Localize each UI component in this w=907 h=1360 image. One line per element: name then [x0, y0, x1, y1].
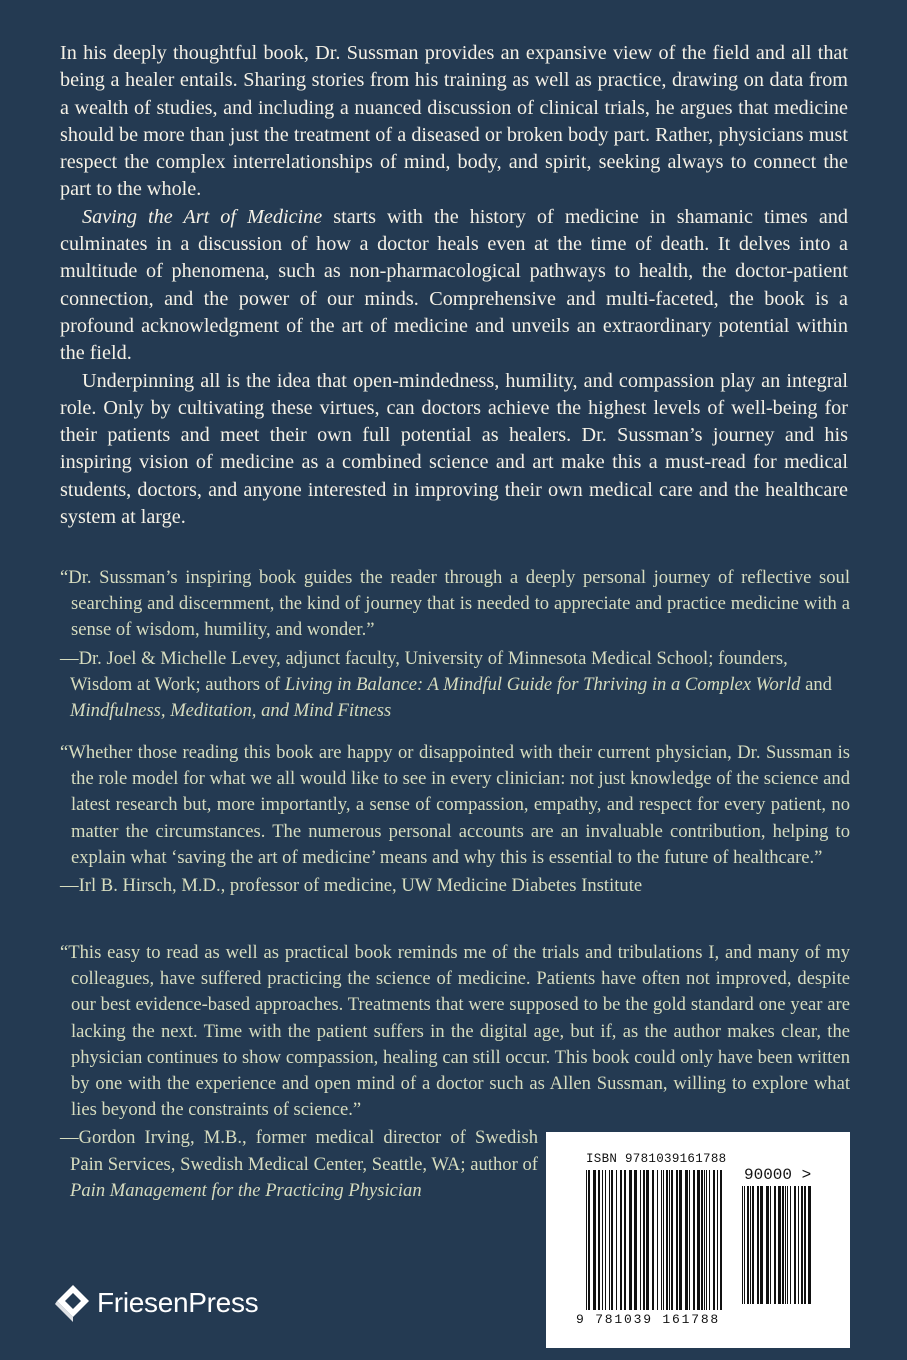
description-paragraph-1: In his deeply thoughtful book, Dr. Sussman provides an expansive view of the field and all that being a healer entails. Sharing stories from his training as well as practice, drawing on data from a wealth of studies, and including a nuanced discussion of clinical trials, he argues that medicine should be more than just the treatment of a diseased or broken body part. Rather, physicians must respect the complex interrelationships of mind, body, and spirit, seeking always to connect the part to the whole. [60, 42, 848, 201]
book-title: Saving the Art of Medicine [82, 205, 323, 228]
open-quote-mark: “ [60, 567, 69, 588]
attribution-conjunction: and [800, 673, 832, 695]
attribution-book-title: Living in Balance: A Mindful Guide for Thriving in a Complex World [284, 673, 801, 695]
description-paragraph-3: Underpinning all is the idea that open-mindedness, humility, and compassion play an integral role. Only by cultivating these virtues, can doctors achieve the highest levels of well-being for their patients and meet their own full potential as healers. Dr. Sussman’s journey and his inspiring vision of medicine as a combined science and art make this a must-read for medical students, doctors, and anyone interested in improving their own medical care and the healthcare system at large. [60, 369, 848, 529]
publisher-name: FriesenPress [97, 1287, 259, 1318]
attribution-book-title: Mindfulness, Meditation, and Mind Fitness [70, 700, 392, 722]
attribution-book-title: Pain Management for the Practicing Physician [70, 1179, 422, 1201]
endorsement-hirsch [60, 740, 850, 899]
price-code: 90000 > [744, 1166, 812, 1184]
endorsement-attribution: —Irl B. Hirsch, M.D., professor of medicine, UW Medicine Diabetes Institute [60, 875, 643, 897]
description-paragraph-2-text: starts with the history of medicine in shamanic times and culminates in a discussion of how a doctor heals even at the time of death. It delves into a multitude of phenomena, such as non-pharmacological pathways to health, the doctor-patient connection, and the power of our minds. Comprehensive and multi-faceted, the book is a profound acknowledgment of the art of medicine and unveils an extraordinary potential within the field. [60, 205, 849, 365]
endorsement-body: Whether those reading this book are happy or disappointed with their current physician, Dr. Sussman is the role model for what we all would like to see in every clinician: not just knowledge of the science and latest research but, more importantly, a sense of compassion, empathy, and respect for every patient, no matter the circumstances. The numerous personal accounts are an invaluable contribution, helping to explain what ‘saving the art of medicine’ means and why this is essential to the future of healthcare.” [68, 742, 850, 868]
endorsement-text [60, 565, 850, 644]
friesenpress-diamond-icon [55, 1283, 91, 1323]
attribution-text: —Gordon Irving, M.B., former medical director of Swedish Pain Services, Swedish Medical Center, Seattle, WA; author of [60, 1127, 538, 1175]
endorsement-body: Dr. Sussman’s inspiring book guides the reader through a deeply personal journey of reflective soul searching and discernment, the kind of journey that is needed to appreciate and practice medicine with a sense of wisdom, humility, and wonder.” [68, 567, 850, 641]
open-quote-mark: “ [60, 742, 69, 763]
endorsement-body: This easy to read as well as practical book reminds me of the trials and tribulations I, and many of my colleagues, have suffered practicing the science of medicine. Patients have often not improved, despite our best evidence-based approaches. Treatments that were supposed to be the gold standard one year are lacking the next. Time with the patient suffers in the digital age, but if, as the author makes clear, the physician continues to show compassion, healing can still occur. This book could only have been written by one with the experience and open mind of a doctor such as Allen Sussman, willing to explore what lies beyond the constraints of science.” [68, 942, 850, 1121]
endorsement-levey [60, 565, 850, 724]
isbn-label: ISBN 9781039161788 [586, 1152, 727, 1166]
endorsement-attribution [60, 646, 850, 725]
publisher-logo [55, 1283, 258, 1323]
book-description [60, 40, 848, 531]
barcode-digits: 9 781039 161788 [576, 1312, 721, 1327]
isbn-barcode [546, 1132, 850, 1348]
endorsement-text [60, 940, 850, 1123]
endorsement-attribution [60, 1125, 538, 1204]
endorsement-text [60, 740, 850, 871]
attribution-text: —Dr. Joel & Michelle Levey, adjunct faculty, University of Minnesota Medical School; founders, Wisdom at Work; authors of [60, 647, 788, 695]
description-paragraph-2 [60, 204, 848, 368]
open-quote-mark: “ [60, 942, 69, 963]
